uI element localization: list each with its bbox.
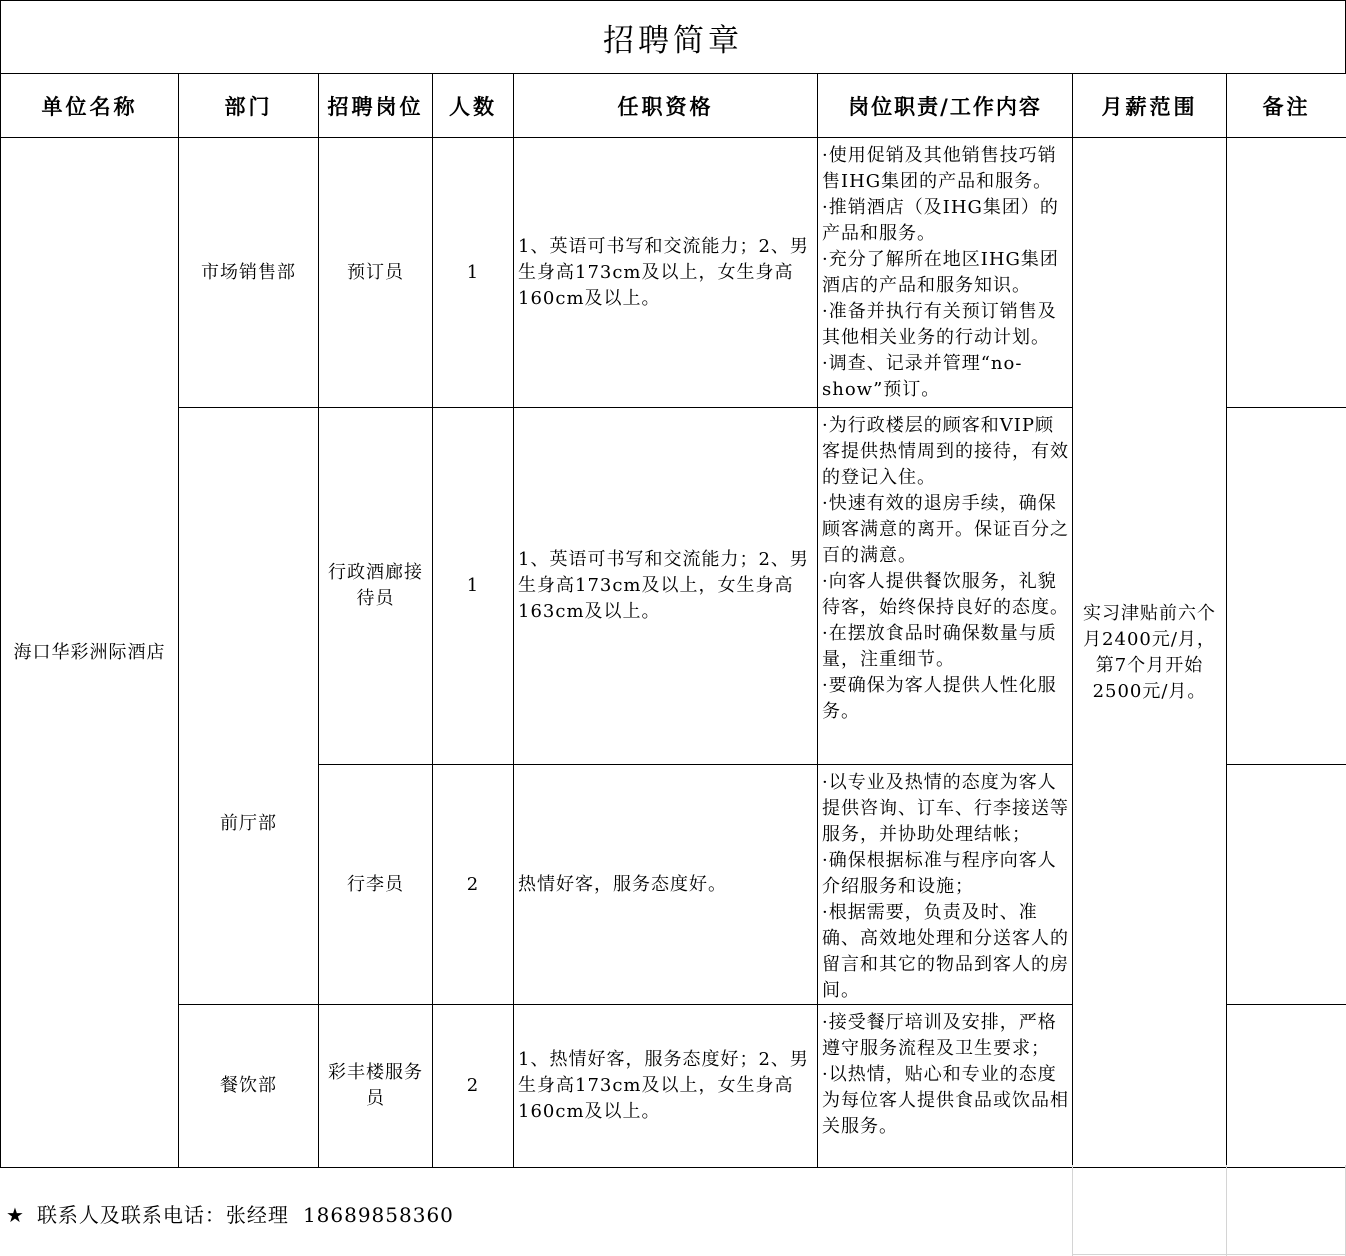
header-count: 人数 xyxy=(433,74,514,138)
count-cell: 1 xyxy=(433,408,514,765)
duty-item: ·为行政楼层的顾客和VIP顾客提供热情周到的接待，有效的登记入住。 xyxy=(822,415,1069,488)
duty-item: ·根据需要，负责及时、准确、高效地处理和分送客人的留言和其它的物品到客人的房间。 xyxy=(822,902,1069,1001)
qualification-cell: 1、英语可书写和交流能力；2、男生身高173cm及以上，女生身高160cm及以上。 xyxy=(514,138,818,408)
duty-item: ·以热情，贴心和专业的态度为每位客人提供食品或饮品相关服务。 xyxy=(822,1064,1069,1137)
count-cell: 1 xyxy=(433,138,514,408)
dept-marketing: 市场销售部 xyxy=(179,138,319,408)
header-position: 招聘岗位 xyxy=(319,74,433,138)
duty-item: ·要确保为客人提供人性化服务。 xyxy=(822,675,1057,722)
duty-item: ·推销酒店（及IHG集团）的产品和服务。 xyxy=(822,197,1059,244)
contact-footer xyxy=(0,1165,1346,1256)
gridline xyxy=(1072,1165,1073,1256)
dept-front-office: 前厅部 xyxy=(179,408,319,1005)
duty-item: ·使用促销及其他销售技巧销售IHG集团的产品和服务。 xyxy=(822,145,1057,192)
duties-cell xyxy=(818,408,1073,765)
position-cell: 行政酒廊接待员 xyxy=(319,408,433,765)
qualification-cell: 1、英语可书写和交流能力；2、男生身高173cm及以上，女生身高163cm及以上。 xyxy=(514,408,818,765)
page-title: 招聘简章 xyxy=(0,0,1346,74)
header-qualification: 任职资格 xyxy=(514,74,818,138)
duty-item: ·在摆放食品时确保数量与质量，注重细节。 xyxy=(822,623,1057,670)
contact-phone: 18689858360 xyxy=(302,1203,454,1227)
position-cell: 预订员 xyxy=(319,138,433,408)
duty-item: ·充分了解所在地区IHG集团酒店的产品和服务知识。 xyxy=(822,249,1059,296)
duty-item: ·向客人提供餐饮服务，礼貌待客，始终保持良好的态度。 xyxy=(822,571,1069,618)
contact-label: 联系人及联系电话：张经理 xyxy=(36,1203,289,1227)
dept-food-beverage: 餐饮部 xyxy=(179,1005,319,1168)
qualification-cell: 热情好客，服务态度好。 xyxy=(514,765,818,1005)
duty-item: ·调查、记录并管理“no-show”预订。 xyxy=(822,353,1023,400)
duty-item: ·确保根据标准与程序向客人介绍服务和设施； xyxy=(822,850,1057,897)
remarks-cell xyxy=(1227,138,1346,408)
table-row xyxy=(1,138,1346,408)
duties-cell xyxy=(818,1005,1073,1168)
position-cell: 行李员 xyxy=(319,765,433,1005)
contact-line xyxy=(6,1199,454,1228)
position-cell: 彩丰楼服务员 xyxy=(319,1005,433,1168)
count-cell: 2 xyxy=(433,1005,514,1168)
header-duties: 岗位职责/工作内容 xyxy=(818,74,1073,138)
duty-item: ·接受餐厅培训及安排，严格遵守服务流程及卫生要求； xyxy=(822,1012,1057,1059)
recruitment-table xyxy=(0,73,1346,1168)
header-row xyxy=(1,74,1346,138)
remarks-cell xyxy=(1227,408,1346,765)
duty-item: ·以专业及热情的态度为客人提供咨询、订车、行李接送等服务，并协助处理结帐； xyxy=(822,772,1069,845)
duty-item: ·快速有效的退房手续，确保顾客满意的离开。保证百分之百的满意。 xyxy=(822,493,1069,566)
header-salary: 月薪范围 xyxy=(1073,74,1227,138)
star-icon: ★ xyxy=(6,1203,25,1227)
remarks-cell xyxy=(1227,1005,1346,1168)
qualification-cell: 1、热情好客，服务态度好；2、男生身高173cm及以上，女生身高160cm及以上。 xyxy=(514,1005,818,1168)
header-dept: 部门 xyxy=(179,74,319,138)
duties-cell xyxy=(818,138,1073,408)
header-unit: 单位名称 xyxy=(1,74,179,138)
unit-name: 海口华彩洲际酒店 xyxy=(1,138,179,1168)
header-remarks: 备注 xyxy=(1227,74,1346,138)
count-cell: 2 xyxy=(433,765,514,1005)
gridline xyxy=(1226,1165,1227,1256)
duty-item: ·准备并执行有关预订销售及其他相关业务的行动计划。 xyxy=(822,301,1057,348)
gridline xyxy=(1072,1254,1346,1255)
remarks-cell xyxy=(1227,765,1346,1005)
salary-cell: 实习津贴前六个月2400元/月，第7个月开始2500元/月。 xyxy=(1073,138,1227,1168)
duties-cell xyxy=(818,765,1073,1005)
